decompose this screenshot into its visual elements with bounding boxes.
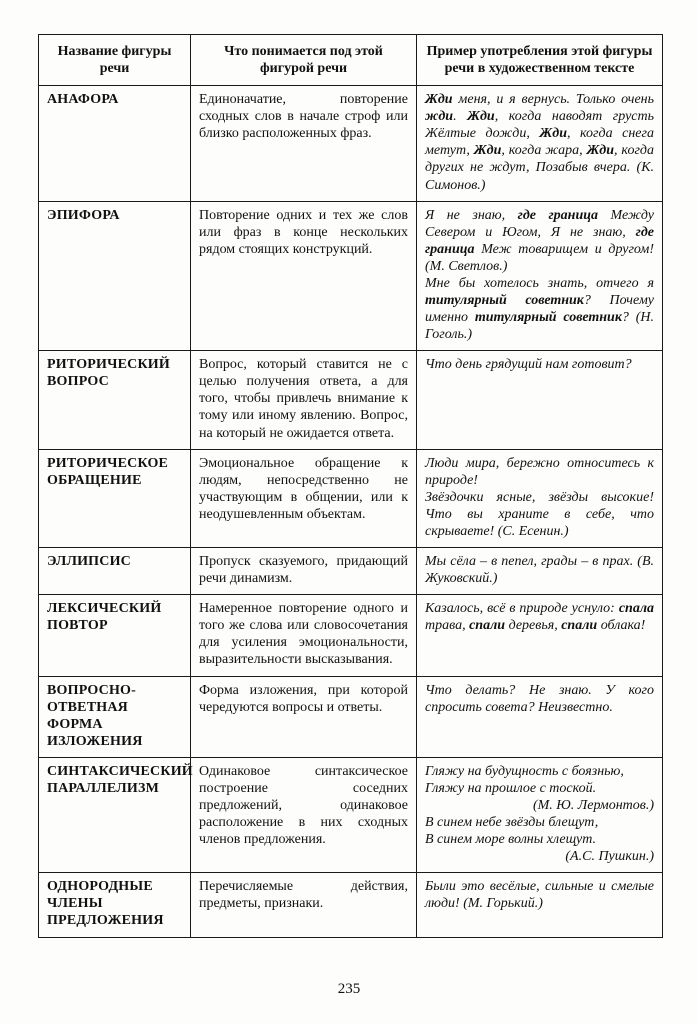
example-line: Я не знаю, где граница Между Севером и Югом, Я не знаю, где граница Меж товарищем и другом! (М. Светлов.)	[425, 207, 655, 274]
figure-name: СИНТАКСИЧЕСКИЙ ПАРАЛЛЕЛИЗМ	[39, 757, 191, 872]
figure-definition: Вопрос, который ставится не с целью получения ответа, а для того, чтобы привлечь внимание к тому или иному явлению. Вопрос, на который не ожидается ответа.	[191, 351, 417, 449]
figure-example	[417, 595, 663, 676]
header-figure-name: Название фигуры речи	[39, 35, 191, 86]
example-line: Казалось, всё в природе уснуло: спала трава, спали деревья, спали облака!	[425, 601, 654, 634]
table-row	[39, 873, 663, 937]
figure-example	[417, 86, 663, 201]
header-figure-definition: Что понимается под этой фигурой речи	[191, 35, 417, 86]
example-line: Мы сёла – в пепел, грады – в прах. (В. Жуковский.)	[425, 554, 654, 587]
figure-definition: Единоначатие, повторение сходных слов в начале строф или близко расположенных фраз.	[191, 86, 417, 201]
table-row	[39, 449, 663, 547]
example-line: Люди мира, бережно относитесь к природе!	[425, 455, 654, 488]
figure-definition: Повторение одних и тех же слов или фраз в конце нескольких рядом стоящих конструкций.	[191, 201, 417, 351]
example-line: (А.С. Пушкин.)	[565, 849, 654, 865]
table-row	[39, 351, 663, 449]
figure-example	[417, 757, 663, 872]
figures-of-speech-table	[38, 34, 663, 938]
figure-name: ВОПРОСНО-ОТВЕТНАЯ ФОРМА ИЗЛОЖЕНИЯ	[39, 676, 191, 757]
table-row	[39, 757, 663, 872]
figure-definition: Перечисляемые действия, предметы, признаки.	[191, 873, 417, 937]
figure-name: РИТОРИЧЕСКОЕ ОБРАЩЕНИЕ	[39, 449, 191, 547]
figure-name: РИТОРИЧЕСКИЙ ВОПРОС	[39, 351, 191, 449]
figure-definition: Пропуск сказуемого, придающий речи динамизм.	[191, 548, 417, 595]
figure-name: ЭПИФОРА	[39, 201, 191, 351]
example-line: Что делать? Не знаю. У кого спросить совета? Неизвестно.	[425, 682, 654, 715]
table-row	[39, 548, 663, 595]
example-line: Жди меня, и я вернусь. Только очень жди. Жди, когда наводят грусть Жёлтые дожди, Жди, когда снега метут, Жди, когда жара, Жди, когда других не ждут, Позабыв вчера. (К. Симонов.)	[425, 92, 654, 193]
example-line: Что день грядущий нам готовит?	[425, 357, 632, 373]
example-line: В синем море волны хлещут.	[425, 832, 596, 848]
figure-name: ЭЛЛИПСИС	[39, 548, 191, 595]
figure-name: АНАФОРА	[39, 86, 191, 201]
example-line: В синем небе звёзды блещут,	[425, 815, 599, 831]
header-figure-example: Пример употребления этой фигуры речи в художественном тексте	[417, 35, 663, 86]
figure-example	[417, 873, 663, 937]
figure-example	[417, 676, 663, 757]
table-row	[39, 676, 663, 757]
table-row	[39, 595, 663, 676]
table-row	[39, 86, 663, 201]
header-row	[39, 35, 663, 86]
figure-example	[417, 201, 663, 351]
example-line: Мне бы хотелось знать, отчего я титулярный советник? Почему именно титулярный советник? (Н. Гоголь.)	[425, 275, 655, 343]
figure-example	[417, 449, 663, 547]
table-header	[39, 35, 663, 86]
example-line: Гляжу на прошлое с тоской.	[425, 780, 597, 796]
figure-name: ОДНОРОДНЫЕ ЧЛЕНЫ ПРЕДЛОЖЕНИЯ	[39, 873, 191, 937]
page-number: 235	[337, 981, 361, 997]
example-line: Звёздочки ясные, звёзды высокие! Что вы храните в себе, что скрываете! (С. Есенин.)	[425, 489, 654, 539]
figure-definition: Намеренное повторение одного и того же слова или словосочетания для усиления эмоциональности, выразительности высказывания.	[191, 595, 417, 676]
figure-example	[417, 351, 663, 449]
table-body	[39, 86, 663, 937]
example-line: Были это весёлые, сильные и смелые люди! (М. Горький.)	[425, 879, 654, 912]
example-line: (М. Ю. Лермонтов.)	[532, 797, 654, 813]
table-row	[39, 201, 663, 351]
figure-name: ЛЕКСИЧЕСКИЙ ПОВТОР	[39, 595, 191, 676]
figure-definition: Эмоциональное обращение к людям, непосредственно не участвующим в общении, или к неодушевленным объектам.	[191, 449, 417, 547]
figure-example	[417, 548, 663, 595]
example-line: Гляжу на будущность с боязнью,	[425, 763, 624, 779]
figure-definition: Форма изложения, при которой чередуются вопросы и ответы.	[191, 676, 417, 757]
figure-definition: Одинаковое синтаксическое построение соседних предложений, одинаковое расположение в них сходных членов предложения.	[191, 757, 417, 872]
